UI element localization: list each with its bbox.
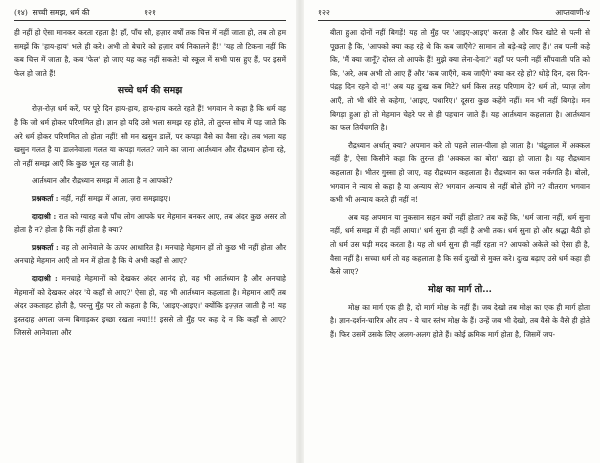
right-page-body [330, 26, 590, 463]
right-paragraph-1: बीता हुआ दोनों नहीं बिगड़ें! यह तो मुँह पर 'आइए-आइए' करता है और फिर खोटे से पत्नी से पूछता है कि, 'आपको क्या कह रहे थे कि कब जाएँगे? सामान तो बड़े-बड़े लाए हैं।' तब पत्नी कहे कि, 'मैं क्या जानूँ? दोस्त तो आपके हैं! मुझे क्या लेना-देना?' वहाँ पर पत्नी नहीं सौंपवाती पति को कि, 'अरे, अब अभी तो आए हैं और 'कब जाएँगे, कब जाएँगे' क्या कर रहे हो? थोड़े दिन, दस दिन-पंद्रह दिन रहने दो न!' अब यह दुःख कब मिटे? धर्म किस तरह परिणाम दे? धर्म तो, प्याज़ लोग आएँ, तो भी धीरे से कहेगा, 'आइए, पधारिए।' दूसरा कुछ कहेंगे नहीं। मन भी नहीं बिगड़े। मन बिगड़ा हुआ हो तो मेहमान चेहरे पर से ही पहचान जाते हैं। यह आर्तध्यान कहलाता है। आर्तध्यान का फल तिर्यंचगति है। [330, 28, 590, 133]
dialogue-text: रात को ग्यारह बजे पाँच लोग आपके घर मेहमान बनकर आए, तब अंदर कुछ असर तो होता है न? होता है कि नहीं होता है क्या? [14, 211, 286, 235]
right-header-title: आप्तवाणी-४ [555, 8, 590, 17]
left-paragraph-3: आर्तध्यान और रौद्रध्यान समझ में आता है न आपको? [32, 176, 173, 186]
right-header-page-number: १२२ [318, 8, 330, 17]
right-page [304, 0, 600, 463]
left-page-body [14, 26, 286, 463]
left-section-title: सच्चे धर्म की समझ [117, 85, 183, 97]
dialogue-text: नहीं, नहीं समझ में आता, ज़रा समझाइए। [60, 193, 171, 203]
dialogue-speaker: दादाश्री : [32, 211, 57, 221]
left-paragraph-2: रोज़-रोज़ धर्म करें, पर पूरे दिन हाय-हाय, हाय-हाय करते रहते हैं! भगवान ने कहा है कि धर्म वह है कि जो धर्म होकर परिणमित हो। ज्ञान हो यदि उसे भला समझ रह होते, तो तुरन्त सोच में पड़ जाते कि अरे धर्म होकर परिणमित तो होता नहीं! सौ मन खसुन डालें, पर कपड़ा वैसे का वैसा रहे। तब भला यह खसुन गलत है या डालनेवाला गलत या कपड़ा गलत? जाने का जाना आर्तध्यान और रौद्रध्यान होना रहे, तो नहीं समझ आएँ कि कुछ भूल रह जाती है। [14, 104, 286, 168]
dialogue-speaker: प्रश्नकर्ता : [32, 242, 59, 252]
left-header-series: (१४) [14, 8, 28, 17]
book-gutter [296, 0, 304, 463]
dialogue-line [14, 210, 286, 237]
right-section-title: मोक्ष का मार्ग तो... [428, 283, 492, 295]
right-page-header [318, 6, 590, 21]
left-header-title: सच्ची समझ, धर्म की [32, 8, 90, 17]
dialogue-line [14, 192, 286, 206]
left-paragraph-1: ही नहीं हो ऐसा मानकर करता रहता है! हाँ, पाँच सौ, हज़ार वर्षों तक चित्त में नहीं जाता हो, तब तो हम समझें कि 'हाय-हाय' भले ही करे। अभी तो बेचारे को हज़ार वर्ष निकालने हैं!' 'यह तो टिकना नहीं कि कब चित्त में जाता है, कब 'फेल' हो जाए यह कह नहीं सकते! यो स्कूल में सभी पास हुए हैं, पर इसमें फेल हो जाते हैं! [14, 28, 286, 78]
dialogue-speaker: प्रश्नकर्ता : [32, 193, 59, 203]
right-paragraph-4: मोक्ष का मार्ग एक ही है, दो मार्ग मोक्ष के नहीं हैं। जब देखो तब मोक्ष का एक ही मार्ग होता है। ज्ञान-दर्शन-चारित्र और तप - ये चार स्तंभ मोक्ष के हैं। उन्हें जब भी देखो, तब वैसे के वैसे ही होते हैं। फिर उसमें उसके लिए अलग-अलग होते हैं। कोई क्रमिक मार्ग होता है, जिसमें जप- [330, 302, 590, 339]
dialogue-line [14, 272, 286, 340]
dialogue-line [14, 241, 286, 268]
left-page-header [14, 6, 286, 21]
right-paragraph-3: अब यह अपमान या नुकसान सहन क्यों नहीं होता? तब कहें कि, 'धर्म जाना नहीं, धर्म सुना नहीं, धर्म समझ में ही नहीं आया।' धर्म सुना ही नहीं है अभी तक। धर्म सुना हो और श्रद्धा बैठी हो तो धर्म उस घड़ी मदद करता है। यह तो धर्म सुना ही नहीं रहता न? आपको अकेले को ऐसा ही है, वैसा नहीं है। सच्चा धर्म तो वह कहलाता है कि सर्व दुःखों से मुक्त करे। दुःख बढ़ाए उसे धर्म कहा ही कैसे जाए? [330, 212, 590, 277]
dialogue-speaker: दादाश्री : [32, 273, 58, 283]
dialogue-text: वह तो आनेवाले के ऊपर आधारित है। मनचाहे मेहमान हों तो कुछ भी नहीं होता और अनचाहे मेहमान आएँ तो मन में होता है कि ये अभी कहाँ से आए? [14, 242, 286, 266]
left-page [0, 0, 296, 463]
dialogue-text: मनचाहे मेहमानों को देखकर अंदर आनंद हो, वह भी आर्तध्यान है और अनचाहे मेहमानों को देखकर अंदर 'ये कहाँ से आए?' ऐसा हो, वह भी आर्तध्यान कहलाता है। मेहमान आएँ तब अंदर उकताहट होती है, परन्तु मुँह पर तो कहता है कि, 'आइए-आइए।' क्योंकि इज़्ज़त जाती है न! यह इस्तदाह अगला जन्म बिगाड़कर इच्छा रखता नया!!! इससे तो मुँह पर कह दे न कि कहाँ से आए? जिससे आनेवाला और [14, 273, 286, 338]
left-header-page-number: १२१ [144, 8, 156, 17]
right-paragraph-2: रौद्रध्यान अर्थात् क्या? अपमान करे तो पहले लाल-पीला हो जाता है। 'चंद्रुलाल में अक्कल नहीं है', ऐसा किसीने कहा कि तुरन्त ही 'अक्कल का बोरा' खड़ा हो जाता है। यह रौद्रध्यान कहलाता है। भीतर गुस्सा हो जाए, वह रौद्रध्यान कहलाता है। रौद्रध्यान का फल नर्कगति है। बोलो, भगवान ने न्याय से कहा है या अन्याय से? भगवान अन्याय से नहीं बोले होंगे न? वीतराग भगवान कभी भी अन्याय करते ही नहीं न! [330, 140, 590, 205]
